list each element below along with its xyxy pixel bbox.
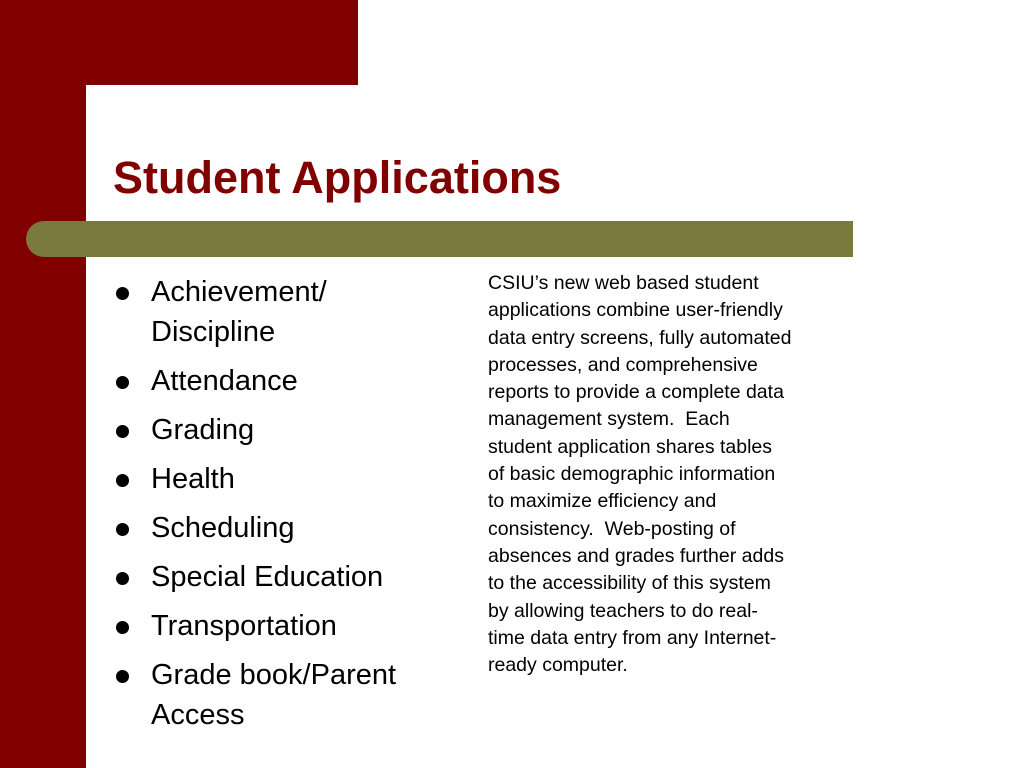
list-item <box>113 606 463 646</box>
list-item <box>113 410 463 450</box>
bullet-icon <box>116 621 129 634</box>
list-item-label: Scheduling <box>151 512 295 544</box>
list-item-label: Grading <box>151 414 255 446</box>
slide-title: Student Applications <box>113 152 562 203</box>
list-item-label: Achievement/ Discipline <box>151 276 327 348</box>
bullet-icon <box>116 287 129 300</box>
list-item-label: Grade book/Parent Access <box>151 659 397 731</box>
title-underline-bar <box>26 221 853 257</box>
bullet-icon <box>116 523 129 536</box>
description-line: ready computer. <box>488 654 628 677</box>
description-line: to maximize efficiency and <box>488 490 717 513</box>
list-item <box>113 459 463 499</box>
bullet-icon <box>116 425 129 438</box>
bullet-icon <box>116 474 129 487</box>
list-item-label: Transportation <box>151 610 337 642</box>
description-line: processes, and comprehensive <box>488 353 758 376</box>
description-line: by allowing teachers to do real- <box>488 599 758 622</box>
maroon-top-band <box>0 0 358 85</box>
bullet-icon <box>116 376 129 389</box>
maroon-side-band <box>0 0 86 768</box>
description-line: CSIU’s new web based student <box>488 272 759 294</box>
application-list <box>113 272 463 744</box>
description-line: of basic demographic information <box>488 463 776 486</box>
description-line: data entry screens, fully automated <box>488 326 792 349</box>
list-item <box>113 361 463 401</box>
list-item <box>113 272 463 352</box>
description-line: absences and grades further adds <box>488 544 784 567</box>
description-paragraph <box>488 270 848 679</box>
description-line: reports to provide a complete data <box>488 381 784 404</box>
description-line: time data entry from any Internet- <box>488 626 777 649</box>
list-item-label: Health <box>151 463 235 495</box>
list-item <box>113 557 463 597</box>
description-line: student application shares tables <box>488 435 773 458</box>
description-line: consistency. Web-posting of <box>488 517 736 540</box>
description-line: applications combine user-friendly <box>488 299 783 322</box>
list-item <box>113 655 463 735</box>
bullet-icon <box>116 572 129 585</box>
description-line: management system. Each <box>488 408 730 431</box>
list-item-label: Special Education <box>151 561 384 593</box>
bullet-icon <box>116 670 129 683</box>
list-item-label: Attendance <box>151 365 298 397</box>
description-line: to the accessibility of this system <box>488 572 771 595</box>
list-item <box>113 508 463 548</box>
